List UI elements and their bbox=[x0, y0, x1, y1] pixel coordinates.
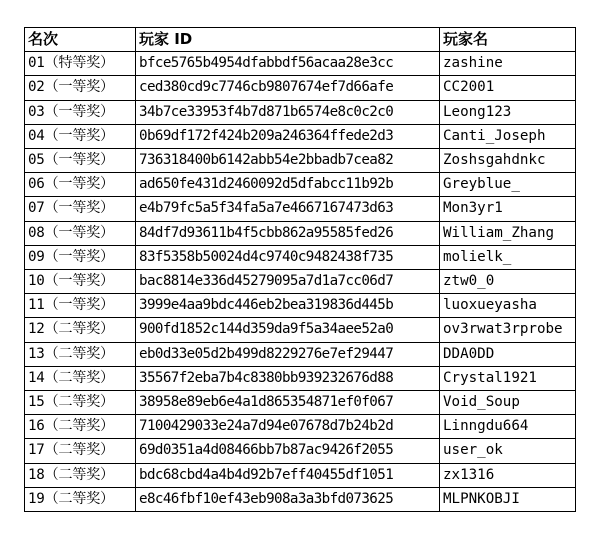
table-row bbox=[25, 439, 576, 463]
rank-cell: 11（一等奖） bbox=[25, 294, 136, 318]
player-name-cell: ov3rwat3rprobe bbox=[440, 318, 576, 342]
header-row bbox=[25, 28, 576, 52]
rank-cell: 03（一等奖） bbox=[25, 100, 136, 124]
table-row bbox=[25, 149, 576, 173]
table-row bbox=[25, 463, 576, 487]
player-id-cell: 34b7ce33953f4b7d871b6574e8c0c2c0 bbox=[136, 100, 440, 124]
player-id-cell: bac8814e336d45279095a7d1a7cc06d7 bbox=[136, 270, 440, 294]
player-id-cell: 69d0351a4d08466bb7b87ac9426f2055 bbox=[136, 439, 440, 463]
player-id-cell: eb0d33e05d2b499d8229276e7ef29447 bbox=[136, 342, 440, 366]
player-name-cell: luoxueyasha bbox=[440, 294, 576, 318]
rank-cell: 10（一等奖） bbox=[25, 270, 136, 294]
player-id-cell: 38958e89eb6e4a1d865354871ef0f067 bbox=[136, 391, 440, 415]
table-row bbox=[25, 487, 576, 511]
player-name-cell: Greyblue_ bbox=[440, 173, 576, 197]
rank-cell: 18（二等奖） bbox=[25, 463, 136, 487]
results-table bbox=[24, 27, 576, 512]
rank-cell: 13（二等奖） bbox=[25, 342, 136, 366]
player-id-cell: 3999e4aa9bdc446eb2bea319836d445b bbox=[136, 294, 440, 318]
player-name-cell: user_ok bbox=[440, 439, 576, 463]
table-row bbox=[25, 415, 576, 439]
table-row bbox=[25, 173, 576, 197]
player-id-cell: bfce5765b4954dfabbdf56acaa28e3cc bbox=[136, 52, 440, 76]
player-id-cell: 83f5358b50024d4c9740c9482438f735 bbox=[136, 245, 440, 269]
rank-cell: 14（二等奖） bbox=[25, 366, 136, 390]
rank-cell: 09（一等奖） bbox=[25, 245, 136, 269]
player-id-cell: 7100429033e24a7d94e07678d7b24b2d bbox=[136, 415, 440, 439]
rank-cell: 01（特等奖） bbox=[25, 52, 136, 76]
player-name-cell: zx1316 bbox=[440, 463, 576, 487]
player-name-cell: molielk_ bbox=[440, 245, 576, 269]
player-id-cell: ad650fe431d2460092d5dfabcc11b92b bbox=[136, 173, 440, 197]
player-id-cell: 0b69df172f424b209a246364ffede2d3 bbox=[136, 124, 440, 148]
header-player-id: 玩家 ID bbox=[136, 28, 440, 52]
player-name-cell: Zoshsgahdnkc bbox=[440, 149, 576, 173]
table-row bbox=[25, 391, 576, 415]
player-name-cell: zashine bbox=[440, 52, 576, 76]
rank-cell: 06（一等奖） bbox=[25, 173, 136, 197]
table-row bbox=[25, 318, 576, 342]
player-id-cell: 900fd1852c144d359da9f5a34aee52a0 bbox=[136, 318, 440, 342]
player-name-cell: Crystal1921 bbox=[440, 366, 576, 390]
rank-cell: 16（二等奖） bbox=[25, 415, 136, 439]
player-name-cell: Linngdu664 bbox=[440, 415, 576, 439]
player-id-cell: ced380cd9c7746cb9807674ef7d66afe bbox=[136, 76, 440, 100]
rank-cell: 19（二等奖） bbox=[25, 487, 136, 511]
player-name-cell: Leong123 bbox=[440, 100, 576, 124]
player-name-cell: William_Zhang bbox=[440, 221, 576, 245]
table-row bbox=[25, 221, 576, 245]
player-name-cell: Void_Soup bbox=[440, 391, 576, 415]
player-id-cell: 35567f2eba7b4c8380bb939232676d88 bbox=[136, 366, 440, 390]
table-row bbox=[25, 366, 576, 390]
table-row bbox=[25, 100, 576, 124]
player-name-cell: DDA0DD bbox=[440, 342, 576, 366]
table-row bbox=[25, 197, 576, 221]
table-row bbox=[25, 124, 576, 148]
table-row bbox=[25, 294, 576, 318]
table-row bbox=[25, 76, 576, 100]
player-id-cell: e8c46fbf10ef43eb908a3a3bfd073625 bbox=[136, 487, 440, 511]
rank-cell: 08（一等奖） bbox=[25, 221, 136, 245]
rank-cell: 12（二等奖） bbox=[25, 318, 136, 342]
rank-cell: 07（一等奖） bbox=[25, 197, 136, 221]
table-body bbox=[25, 52, 576, 512]
rank-cell: 02（一等奖） bbox=[25, 76, 136, 100]
player-name-cell: Canti_Joseph bbox=[440, 124, 576, 148]
player-name-cell: ztw0_0 bbox=[440, 270, 576, 294]
player-name-cell: Mon3yr1 bbox=[440, 197, 576, 221]
header-rank: 名次 bbox=[25, 28, 136, 52]
table-row bbox=[25, 342, 576, 366]
player-name-cell: MLPNKOBJI bbox=[440, 487, 576, 511]
player-id-cell: 736318400b6142abb54e2bbadb7cea82 bbox=[136, 149, 440, 173]
player-name-cell: CC2001 bbox=[440, 76, 576, 100]
player-id-cell: bdc68cbd4a4b4d92b7eff40455df1051 bbox=[136, 463, 440, 487]
table-header bbox=[25, 28, 576, 52]
table-row bbox=[25, 245, 576, 269]
player-id-cell: 84df7d93611b4f5cbb862a95585fed26 bbox=[136, 221, 440, 245]
rank-cell: 15（二等奖） bbox=[25, 391, 136, 415]
table-row bbox=[25, 270, 576, 294]
rank-cell: 17（二等奖） bbox=[25, 439, 136, 463]
header-player-name: 玩家名 bbox=[440, 28, 576, 52]
table-row bbox=[25, 52, 576, 76]
rank-cell: 04（一等奖） bbox=[25, 124, 136, 148]
player-id-cell: e4b79fc5a5f34fa5a7e4667167473d63 bbox=[136, 197, 440, 221]
rank-cell: 05（一等奖） bbox=[25, 149, 136, 173]
